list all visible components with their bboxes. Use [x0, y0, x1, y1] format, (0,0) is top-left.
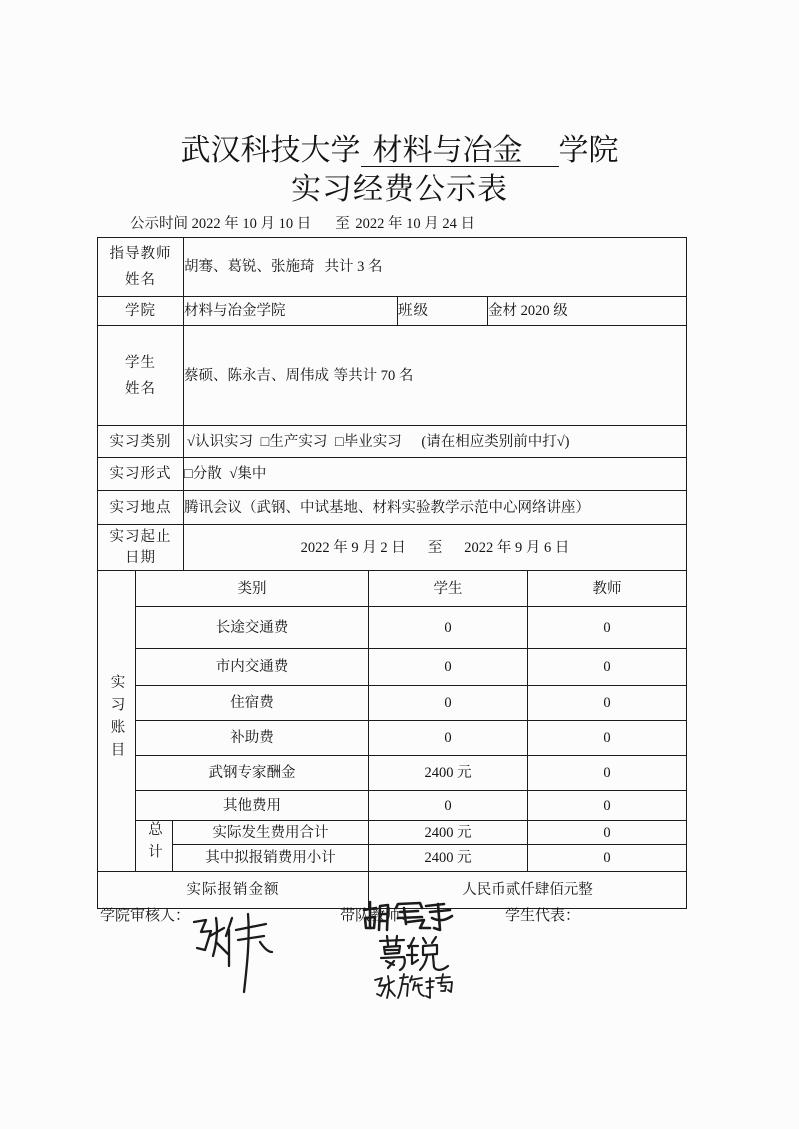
reviewer-signature: [186, 908, 278, 998]
table-row: [98, 607, 687, 649]
mode-options: [184, 458, 687, 491]
category-option-graduation: □毕业实习: [334, 433, 402, 450]
publicity-start-date: 2022 年 10 月 10 日: [191, 216, 312, 232]
subtotal-category: 其中拟报销费用小计: [173, 845, 369, 872]
mode-label: 实习形式: [98, 458, 184, 491]
category-label: 实习类别: [98, 426, 184, 458]
table-row: [98, 756, 687, 791]
students-label-line-1: 学生: [125, 354, 156, 371]
dates-label-line-1: 实习起止: [109, 528, 172, 545]
class-value: 金材 2020 级: [488, 297, 687, 326]
total-label: [136, 821, 173, 872]
category-option-production: □生产实习: [260, 433, 328, 450]
table-row: [98, 649, 687, 686]
item-student-amount: 2400 元: [369, 756, 528, 791]
item-student-amount: 0: [369, 649, 528, 686]
publicity-end-date: 2022 年 10 月 24 日: [355, 216, 475, 232]
instructor-names: 胡骞、葛锐、张施琦: [184, 259, 315, 275]
end-date: 2022 年 9 月 6 日: [464, 539, 570, 556]
publicity-period-label: 公示时间: [130, 216, 188, 232]
mode-row: [98, 458, 687, 491]
total-teacher-amount: 0: [528, 821, 687, 845]
header-teacher: 教师: [528, 571, 687, 607]
dates-to: 至: [427, 539, 443, 556]
item-category: 补助费: [136, 721, 369, 756]
subtotal-teacher-amount: 0: [528, 845, 687, 872]
category-instruction-note: (请在相应类别前中打√): [421, 433, 570, 450]
item-category: 住宿费: [136, 686, 369, 721]
instructors-label-line-1: 指导教师: [109, 246, 172, 262]
student-names: 蔡硕、陈永吉、周伟成: [184, 367, 329, 384]
table-row: [98, 791, 687, 821]
publicity-to: 至: [335, 216, 350, 232]
students-row: [98, 326, 687, 426]
item-teacher-amount: 0: [528, 686, 687, 721]
total-row-actual: [98, 821, 687, 845]
total-student-amount: 2400 元: [369, 821, 528, 845]
accounts-header-row: [98, 571, 687, 607]
total-label-text: 总计: [146, 821, 162, 866]
header-category: 类别: [136, 571, 369, 607]
college-label: 学院: [98, 297, 184, 326]
header-student: 学生: [369, 571, 528, 607]
subtotal-student-amount: 2400 元: [369, 845, 528, 872]
reviewer-label: 学院审核人：: [100, 908, 191, 924]
college-row: [98, 297, 687, 326]
accounts-section-label: [98, 571, 136, 872]
dates-label: [98, 525, 184, 571]
instructors-row: [98, 238, 687, 297]
class-label: 班级: [398, 297, 488, 326]
accounts-section-text: 实习账目: [108, 673, 125, 764]
reimbursement-label: 实际报销金额: [98, 872, 369, 909]
item-category: 市内交通费: [136, 649, 369, 686]
item-student-amount: 0: [369, 686, 528, 721]
total-category: 实际发生费用合计: [173, 821, 369, 845]
university-name: 武汉科技大学: [180, 134, 361, 167]
dates-row: [98, 525, 687, 571]
category-option-cognitive: √认识实习: [187, 433, 253, 450]
leader-signature-3: [372, 972, 456, 1006]
college-name-blank: 材料与冶金: [361, 135, 559, 167]
college-suffix: 学院: [558, 134, 619, 167]
item-teacher-amount: 0: [528, 607, 687, 649]
college-value: 材料与冶金学院: [184, 297, 398, 326]
item-student-amount: 0: [369, 721, 528, 756]
item-category: 其他费用: [136, 791, 369, 821]
leader-label: 带队教师：: [340, 908, 416, 924]
reimbursement-value: 人民币贰仟肆佰元整: [369, 872, 687, 909]
table-row: [98, 686, 687, 721]
mode-option-scattered: □分散: [184, 466, 222, 482]
students-value: [184, 326, 687, 426]
category-options: [184, 426, 687, 458]
item-category: 武钢专家酬金: [136, 756, 369, 791]
item-student-amount: 0: [369, 791, 528, 821]
location-row: [98, 491, 687, 525]
student-rep-label: 学生代表：: [505, 908, 581, 924]
mode-option-centralized: √集中: [229, 466, 267, 482]
item-category: 长途交通费: [136, 607, 369, 649]
item-teacher-amount: 0: [528, 721, 687, 756]
publicity-period: [130, 214, 475, 234]
start-date: 2022 年 9 月 2 日: [300, 539, 406, 556]
students-label: [98, 326, 184, 426]
dates-value: [184, 525, 687, 571]
dates-label-line-2: 日期: [125, 549, 156, 566]
location-value: 腾讯会议（武钢、中试基地、材料实验教学示范中心网络讲座）: [184, 491, 687, 525]
category-row: [98, 426, 687, 458]
expense-form-table: [97, 237, 687, 909]
students-label-line-2: 姓名: [125, 380, 156, 397]
location-label: 实习地点: [98, 491, 184, 525]
student-count: 等共计 70 名: [333, 367, 414, 384]
item-teacher-amount: 0: [528, 756, 687, 791]
table-row: [98, 721, 687, 756]
form-title: 实习经费公示表: [291, 173, 508, 206]
instructors-label-line-2: 姓名: [125, 272, 156, 288]
item-teacher-amount: 0: [528, 791, 687, 821]
document-title: [0, 133, 799, 169]
leader-signature-1: [360, 898, 456, 936]
total-row-reimbursable: [98, 845, 687, 872]
item-student-amount: 0: [369, 607, 528, 649]
instructors-value: [184, 238, 687, 297]
leader-signature-2: [376, 934, 452, 974]
instructors-label: [98, 238, 184, 297]
item-teacher-amount: 0: [528, 649, 687, 686]
instructor-count: 共计 3 名: [324, 259, 383, 275]
